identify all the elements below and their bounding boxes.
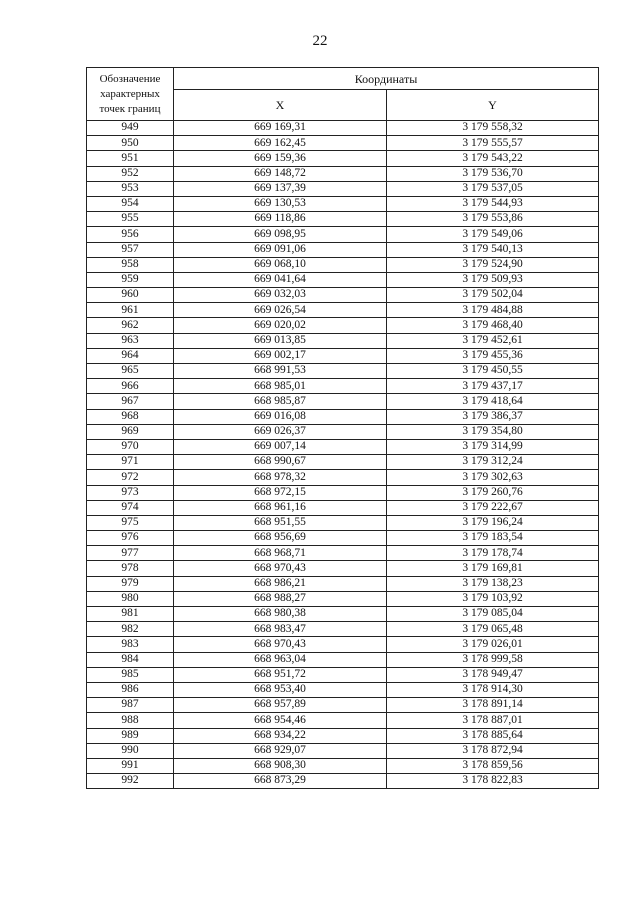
x-coordinate-cell: 668 873,29 xyxy=(174,774,387,789)
table-row xyxy=(87,257,599,272)
table-row xyxy=(87,379,599,394)
table-row xyxy=(87,682,599,697)
y-coordinate-cell: 3 179 312,24 xyxy=(387,455,599,470)
x-coordinate-cell: 669 162,45 xyxy=(174,136,387,151)
y-coordinate-cell: 3 178 885,64 xyxy=(387,728,599,743)
point-id-cell: 966 xyxy=(87,379,174,394)
x-coordinate-cell: 669 007,14 xyxy=(174,439,387,454)
point-id-cell: 959 xyxy=(87,272,174,287)
table-row xyxy=(87,774,599,789)
y-coordinate-cell: 3 179 418,64 xyxy=(387,394,599,409)
x-coordinate-cell: 669 130,53 xyxy=(174,196,387,211)
point-id-cell: 963 xyxy=(87,333,174,348)
y-coordinate-cell: 3 179 540,13 xyxy=(387,242,599,257)
point-id-cell: 986 xyxy=(87,682,174,697)
y-coordinate-cell: 3 178 999,58 xyxy=(387,652,599,667)
table-row xyxy=(87,470,599,485)
x-coordinate-cell: 668 929,07 xyxy=(174,743,387,758)
table-row xyxy=(87,667,599,682)
x-coordinate-cell: 669 026,37 xyxy=(174,424,387,439)
point-designation-header: Обозначение характерных точек границ xyxy=(87,68,174,121)
y-coordinate-cell: 3 179 544,93 xyxy=(387,196,599,211)
x-coordinate-cell: 669 026,54 xyxy=(174,303,387,318)
y-coordinate-cell: 3 178 914,30 xyxy=(387,682,599,697)
point-id-cell: 961 xyxy=(87,303,174,318)
table-row xyxy=(87,166,599,181)
point-id-cell: 971 xyxy=(87,455,174,470)
y-coordinate-cell: 3 179 536,70 xyxy=(387,166,599,181)
x-coordinate-cell: 668 985,01 xyxy=(174,379,387,394)
point-id-cell: 974 xyxy=(87,500,174,515)
x-coordinate-cell: 668 953,40 xyxy=(174,682,387,697)
y-coordinate-cell: 3 178 872,94 xyxy=(387,743,599,758)
x-coordinate-cell: 668 963,04 xyxy=(174,652,387,667)
y-coordinate-cell: 3 179 524,90 xyxy=(387,257,599,272)
y-coordinate-cell: 3 179 502,04 xyxy=(387,288,599,303)
y-coordinate-cell: 3 179 437,17 xyxy=(387,379,599,394)
table-row xyxy=(87,303,599,318)
x-coordinate-cell: 669 148,72 xyxy=(174,166,387,181)
y-coordinate-cell: 3 178 859,56 xyxy=(387,758,599,773)
table-row xyxy=(87,637,599,652)
point-id-cell: 973 xyxy=(87,485,174,500)
x-column-header: X xyxy=(174,90,387,121)
x-coordinate-cell: 668 986,21 xyxy=(174,576,387,591)
table-row xyxy=(87,622,599,637)
table-row xyxy=(87,485,599,500)
x-coordinate-cell: 668 970,43 xyxy=(174,561,387,576)
y-coordinate-cell: 3 179 558,32 xyxy=(387,121,599,136)
point-id-cell: 957 xyxy=(87,242,174,257)
x-coordinate-cell: 668 934,22 xyxy=(174,728,387,743)
point-id-cell: 954 xyxy=(87,196,174,211)
table-row xyxy=(87,607,599,622)
point-id-cell: 950 xyxy=(87,136,174,151)
y-coordinate-cell: 3 179 302,63 xyxy=(387,470,599,485)
table-row xyxy=(87,333,599,348)
table-row xyxy=(87,515,599,530)
x-coordinate-cell: 668 951,72 xyxy=(174,667,387,682)
point-id-cell: 964 xyxy=(87,348,174,363)
x-coordinate-cell: 668 908,30 xyxy=(174,758,387,773)
point-id-cell: 968 xyxy=(87,409,174,424)
x-coordinate-cell: 668 968,71 xyxy=(174,546,387,561)
x-coordinate-cell: 669 020,02 xyxy=(174,318,387,333)
y-coordinate-cell: 3 179 103,92 xyxy=(387,591,599,606)
coordinates-header: Координаты xyxy=(174,68,599,90)
point-id-cell: 982 xyxy=(87,622,174,637)
point-id-cell: 984 xyxy=(87,652,174,667)
point-id-cell: 952 xyxy=(87,166,174,181)
table-row xyxy=(87,546,599,561)
point-id-cell: 972 xyxy=(87,470,174,485)
x-coordinate-cell: 669 137,39 xyxy=(174,181,387,196)
point-id-cell: 956 xyxy=(87,227,174,242)
x-coordinate-cell: 668 988,27 xyxy=(174,591,387,606)
point-id-cell: 953 xyxy=(87,181,174,196)
table-row xyxy=(87,212,599,227)
x-coordinate-cell: 669 013,85 xyxy=(174,333,387,348)
y-coordinate-cell: 3 178 887,01 xyxy=(387,713,599,728)
table-row xyxy=(87,364,599,379)
y-coordinate-cell: 3 179 509,93 xyxy=(387,272,599,287)
x-coordinate-cell: 669 002,17 xyxy=(174,348,387,363)
x-coordinate-cell: 668 972,15 xyxy=(174,485,387,500)
y-coordinate-cell: 3 179 138,23 xyxy=(387,576,599,591)
table-body xyxy=(87,121,599,789)
x-coordinate-cell: 668 990,67 xyxy=(174,455,387,470)
x-coordinate-cell: 668 956,69 xyxy=(174,531,387,546)
table-row xyxy=(87,136,599,151)
table-row xyxy=(87,348,599,363)
x-coordinate-cell: 668 983,47 xyxy=(174,622,387,637)
table-row xyxy=(87,561,599,576)
point-id-cell: 979 xyxy=(87,576,174,591)
table-row xyxy=(87,652,599,667)
table-row xyxy=(87,591,599,606)
point-id-cell: 951 xyxy=(87,151,174,166)
x-coordinate-cell: 668 978,32 xyxy=(174,470,387,485)
x-coordinate-cell: 669 098,95 xyxy=(174,227,387,242)
x-coordinate-cell: 669 032,03 xyxy=(174,288,387,303)
y-coordinate-cell: 3 179 484,88 xyxy=(387,303,599,318)
page-number: 22 xyxy=(312,33,328,49)
y-coordinate-cell: 3 179 026,01 xyxy=(387,637,599,652)
point-id-cell: 969 xyxy=(87,424,174,439)
table-row xyxy=(87,242,599,257)
table-row xyxy=(87,455,599,470)
x-coordinate-cell: 669 159,36 xyxy=(174,151,387,166)
x-coordinate-cell: 669 118,86 xyxy=(174,212,387,227)
y-coordinate-cell: 3 178 949,47 xyxy=(387,667,599,682)
point-id-cell: 965 xyxy=(87,364,174,379)
y-coordinate-cell: 3 179 178,74 xyxy=(387,546,599,561)
y-coordinate-cell: 3 179 183,54 xyxy=(387,531,599,546)
table-row xyxy=(87,424,599,439)
x-coordinate-cell: 669 041,64 xyxy=(174,272,387,287)
y-coordinate-cell: 3 179 543,22 xyxy=(387,151,599,166)
point-id-cell: 976 xyxy=(87,531,174,546)
point-id-cell: 990 xyxy=(87,743,174,758)
y-coordinate-cell: 3 179 537,05 xyxy=(387,181,599,196)
table-row xyxy=(87,531,599,546)
table-row xyxy=(87,288,599,303)
x-coordinate-cell: 668 954,46 xyxy=(174,713,387,728)
y-coordinate-cell: 3 179 386,37 xyxy=(387,409,599,424)
x-coordinate-cell: 668 991,53 xyxy=(174,364,387,379)
y-coordinate-cell: 3 179 450,55 xyxy=(387,364,599,379)
table-row xyxy=(87,743,599,758)
x-coordinate-cell: 668 970,43 xyxy=(174,637,387,652)
x-coordinate-cell: 669 169,31 xyxy=(174,121,387,136)
table-row xyxy=(87,728,599,743)
point-id-cell: 955 xyxy=(87,212,174,227)
point-id-cell: 980 xyxy=(87,591,174,606)
y-coordinate-cell: 3 179 065,48 xyxy=(387,622,599,637)
y-coordinate-cell: 3 179 169,81 xyxy=(387,561,599,576)
table-row xyxy=(87,227,599,242)
y-coordinate-cell: 3 179 222,67 xyxy=(387,500,599,515)
point-id-cell: 988 xyxy=(87,713,174,728)
y-coordinate-cell: 3 179 354,80 xyxy=(387,424,599,439)
table-row xyxy=(87,698,599,713)
y-coordinate-cell: 3 179 260,76 xyxy=(387,485,599,500)
table-row xyxy=(87,576,599,591)
y-coordinate-cell: 3 179 314,99 xyxy=(387,439,599,454)
coordinates-table xyxy=(86,67,599,789)
y-coordinate-cell: 3 179 553,86 xyxy=(387,212,599,227)
x-coordinate-cell: 668 980,38 xyxy=(174,607,387,622)
point-id-cell: 977 xyxy=(87,546,174,561)
point-id-cell: 987 xyxy=(87,698,174,713)
table-row xyxy=(87,272,599,287)
point-id-cell: 960 xyxy=(87,288,174,303)
y-coordinate-cell: 3 179 455,36 xyxy=(387,348,599,363)
y-coordinate-cell: 3 179 196,24 xyxy=(387,515,599,530)
x-coordinate-cell: 668 951,55 xyxy=(174,515,387,530)
y-coordinate-cell: 3 178 891,14 xyxy=(387,698,599,713)
y-coordinate-cell: 3 179 452,61 xyxy=(387,333,599,348)
point-id-cell: 958 xyxy=(87,257,174,272)
table-row xyxy=(87,394,599,409)
point-id-cell: 962 xyxy=(87,318,174,333)
table-row xyxy=(87,500,599,515)
table-row xyxy=(87,121,599,136)
x-coordinate-cell: 668 957,89 xyxy=(174,698,387,713)
y-coordinate-cell: 3 178 822,83 xyxy=(387,774,599,789)
table-row xyxy=(87,409,599,424)
point-id-cell: 985 xyxy=(87,667,174,682)
table-row xyxy=(87,196,599,211)
x-coordinate-cell: 668 961,16 xyxy=(174,500,387,515)
y-coordinate-cell: 3 179 085,04 xyxy=(387,607,599,622)
point-id-cell: 970 xyxy=(87,439,174,454)
point-id-cell: 981 xyxy=(87,607,174,622)
point-id-cell: 983 xyxy=(87,637,174,652)
point-id-cell: 967 xyxy=(87,394,174,409)
point-id-cell: 978 xyxy=(87,561,174,576)
x-coordinate-cell: 669 091,06 xyxy=(174,242,387,257)
point-id-cell: 992 xyxy=(87,774,174,789)
y-coordinate-cell: 3 179 555,57 xyxy=(387,136,599,151)
y-coordinate-cell: 3 179 468,40 xyxy=(387,318,599,333)
y-coordinate-cell: 3 179 549,06 xyxy=(387,227,599,242)
table-row xyxy=(87,151,599,166)
table-row xyxy=(87,181,599,196)
table-row xyxy=(87,318,599,333)
point-id-cell: 975 xyxy=(87,515,174,530)
table-row xyxy=(87,439,599,454)
point-id-cell: 949 xyxy=(87,121,174,136)
point-id-cell: 991 xyxy=(87,758,174,773)
table-row xyxy=(87,758,599,773)
y-column-header: Y xyxy=(387,90,599,121)
table-row xyxy=(87,713,599,728)
x-coordinate-cell: 669 016,08 xyxy=(174,409,387,424)
point-id-cell: 989 xyxy=(87,728,174,743)
x-coordinate-cell: 669 068,10 xyxy=(174,257,387,272)
x-coordinate-cell: 668 985,87 xyxy=(174,394,387,409)
